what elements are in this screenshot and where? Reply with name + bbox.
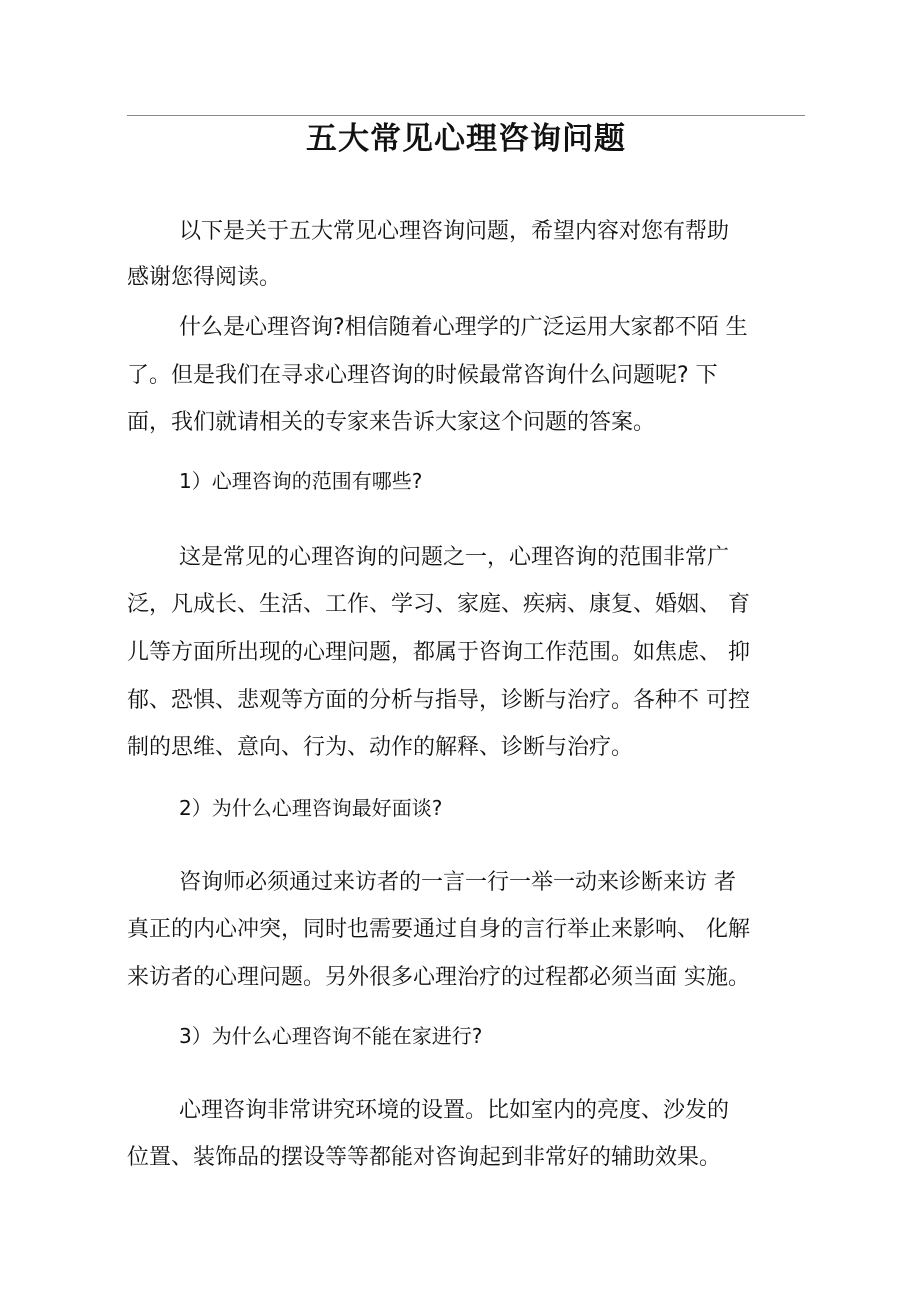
paragraph-line: 位置、装饰品的摆设等等都能对咨询起到非常好的辅助效果。 [127, 1145, 722, 1170]
paragraph-line: 什么是心理咨询?相信随着心理学的广泛运用大家都不陌 生 [179, 315, 748, 340]
paragraph-line: 心理咨询非常讲究环境的设置。比如室内的亮度、沙发的 [179, 1098, 730, 1123]
paragraph-line: 这是常见的心理咨询的问题之一，心理咨询的范围非常广 [179, 545, 730, 570]
header-rule [127, 115, 805, 116]
paragraph-line: 来访者的心理问题。另外很多心理治疗的过程都必须当面 实施。 [127, 965, 750, 990]
paragraph-line: 真正的内心冲突，同时也需要通过自身的言行举止来影响、 化解 [127, 917, 750, 942]
paragraph-line: 了。但是我们在寻求心理咨询的时候最常咨询什么问题呢? 下 [127, 363, 718, 388]
paragraph-line: 制的思维、意向、行为、动作的解释、诊断与治疗。 [127, 735, 634, 760]
paragraph-line: 郁、恐惧、悲观等方面的分析与指导，诊断与治疗。各种不 可控 [127, 688, 750, 713]
paragraph-line: 面，我们就请相关的专家来告诉大家这个问题的答案。 [127, 410, 656, 435]
paragraph-line: 咨询师必须通过来访者的一言一行一举一动来诊断来访 者 [179, 870, 736, 895]
paragraph-line: 以下是关于五大常见心理咨询问题，希望内容对您有帮助 [179, 219, 730, 244]
section-heading: 3）为什么心理咨询不能在家进行? [179, 1024, 483, 1048]
paragraph-line: 儿等方面所出现的心理问题，都属于咨询工作范围。如焦虑、 抑 [127, 640, 750, 665]
section-heading: 1）心理咨询的范围有哪些? [179, 469, 423, 493]
section-heading: 2）为什么心理咨询最好面谈? [179, 796, 443, 820]
paragraph-line: 泛，凡成长、生活、工作、学习、家庭、疾病、康复、婚姻、 育 [127, 592, 750, 617]
paragraph-line: 感谢您得阅读。 [127, 265, 282, 290]
page-title: 五大常见心理咨询问题 [306, 121, 626, 157]
